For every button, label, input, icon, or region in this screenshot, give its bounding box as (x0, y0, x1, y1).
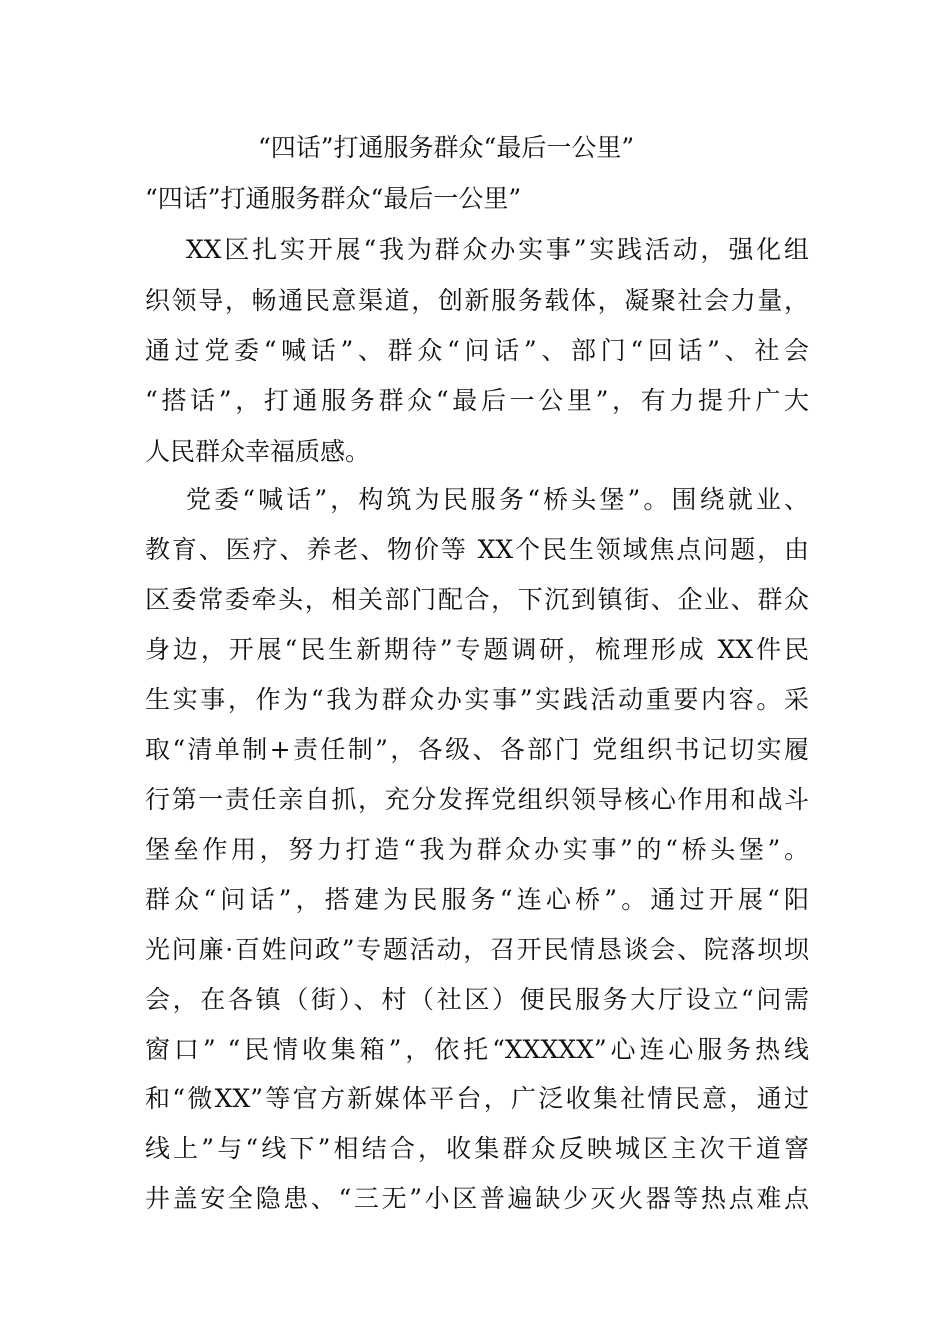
paragraph-line: 线上”与“线下”相结合，收集群众反映城区主次干道窨 (145, 1134, 809, 1163)
paragraph-line: 堡垒作用，努力打造“我为群众办实事”的“桥头堡”。 (145, 835, 809, 864)
paragraph-line: 织领导，畅通民意渠道，创新服务载体，凝聚社会力量， (145, 286, 809, 315)
paragraph-line: 生实事，作为“我为群众办实事”实践活动重要内容。采 (145, 685, 809, 714)
paragraph-line: 会，在各镇（街）、村（社区）便民服务大厅设立“问需 (145, 985, 809, 1014)
paragraph-line: 和“微XX”等官方新媒体平台，广泛收集社情民意，通过 (145, 1084, 809, 1113)
paragraph-line: 通过党委“喊话”、群众“问话”、部门“回话”、社会 (145, 336, 809, 365)
paragraph-line: 人民群众幸福质感。 (145, 437, 371, 466)
paragraph-line: 取“清单制+责任制”，各级、各部门 党组织书记切实履 (145, 735, 809, 764)
paragraph-line: 光问廉·百姓问政”专题活动，召开民情恳谈会、院落坝坝 (145, 935, 809, 964)
paragraph-line: 身边，开展“民生新期待”专题调研，梳理形成 XX件民 (145, 635, 809, 664)
paragraph-line: 窗口” “民情收集箱”，依托“XXXXX”心连心服务热线 (145, 1035, 809, 1064)
document-subtitle: “四话”打通服务群众“最后一公里” (145, 184, 522, 213)
paragraph-line: 区委常委牵头，相关部门配合，下沉到镇街、企业、群众 (145, 585, 809, 614)
paragraph-line: 教育、医疗、养老、物价等 XX个民生领域焦点问题，由 (145, 535, 809, 564)
document-title: “四话”打通服务群众“最后一公里” (258, 133, 635, 162)
paragraph-line: 井盖安全隐患、“三无”小区普遍缺少灭火器等热点难点 (145, 1184, 809, 1213)
paragraph-line: “搭话”，打通服务群众“最后一公里”，有力提升广大 (145, 386, 809, 415)
paragraph-line: 群众“问话”，搭建为民服务“连心桥”。通过开展“阳 (145, 885, 809, 914)
paragraph-line: 行第一责任亲自抓，充分发挥党组织领导核心作用和战斗 (145, 785, 809, 814)
paragraph-line: 党委“喊话”，构筑为民服务“桥头堡”。围绕就业、 (186, 485, 809, 514)
paragraph-line: XX区扎实开展“我为群众办实事”实践活动，强化组 (186, 235, 809, 264)
